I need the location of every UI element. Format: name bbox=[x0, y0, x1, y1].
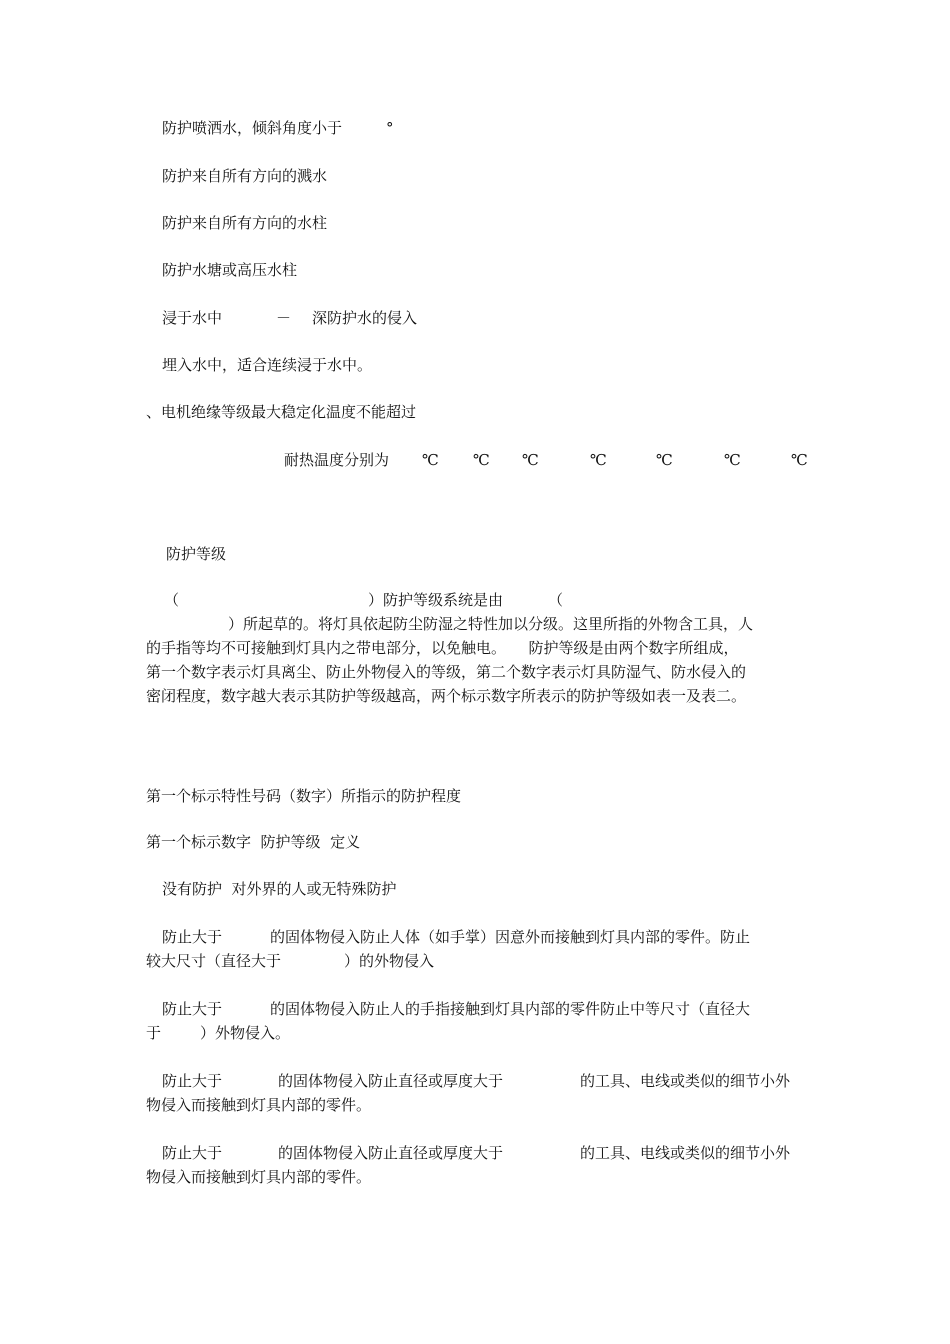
row-text: 的固体物侵入防止人体（如手掌）因意外而接触到灯具内部的零件。防止 bbox=[270, 928, 751, 946]
celsius-unit: ℃ bbox=[791, 451, 808, 469]
row-text: 于 bbox=[146, 1024, 162, 1042]
table-row-line bbox=[146, 1069, 808, 1093]
table-row-line bbox=[146, 997, 808, 1021]
row-text: 防止大于 bbox=[162, 928, 223, 946]
water-row-4: 防护水塘或高压水柱 bbox=[162, 261, 298, 279]
celsius-unit: ℃ bbox=[724, 451, 741, 469]
intro-text: ）防护等级系统是由 bbox=[368, 591, 504, 609]
dash: － bbox=[276, 309, 292, 327]
row-text: 防止大于 bbox=[162, 1144, 223, 1162]
celsius-unit: ℃ bbox=[656, 451, 673, 469]
row-text: 的固体物侵入防止直径或厚度大于 bbox=[278, 1144, 504, 1162]
row-text: 的固体物侵入防止人的手指接触到灯具内部的零件防止中等尺寸（直径大 bbox=[270, 1000, 751, 1018]
celsius-unit: ℃ bbox=[590, 451, 607, 469]
water-row-text: 防护喷洒水，倾斜角度小于 bbox=[162, 119, 343, 137]
table-header: 第一个标示数字 防护等级 定义 bbox=[146, 833, 361, 851]
section-title: 防护等级 bbox=[166, 545, 227, 563]
water-row-1 bbox=[162, 116, 394, 140]
celsius-unit: ℃ bbox=[422, 451, 439, 469]
intro-text: ）所起草的。将灯具依起防尘防湿之特性加以分级。这里所指的外物含工具，人 bbox=[228, 615, 754, 633]
intro-line-2 bbox=[146, 612, 808, 636]
paren-open: （ bbox=[164, 591, 180, 609]
row-text: ）外物侵入。 bbox=[200, 1024, 291, 1042]
water-row-6: 埋入水中，适合连续浸于水中。 bbox=[162, 356, 373, 374]
table-title: 第一个标示特性号码（数字）所指示的防护程度 bbox=[146, 787, 462, 805]
intro-line-3: 的手指等均不可接触到灯具内之带电部分，以免触电。 防护等级是由两个数字所组成， bbox=[146, 639, 739, 657]
table-row bbox=[146, 997, 808, 1045]
row-text: 的工具、电线或类似的细节小外 bbox=[580, 1144, 791, 1162]
row-text: ）的外物侵入 bbox=[344, 952, 435, 970]
intro-paragraph bbox=[146, 588, 808, 708]
paren-open: （ bbox=[548, 591, 564, 609]
table-row bbox=[146, 1069, 808, 1117]
table-row-line bbox=[146, 1021, 808, 1045]
water-row-3: 防护来自所有方向的水柱 bbox=[162, 214, 328, 232]
table-row: 没有防护 对外界的人或无特殊防护 bbox=[162, 880, 397, 898]
celsius-unit: ℃ bbox=[522, 451, 539, 469]
intro-line-5: 密闭程度，数字越大表示其防护等级越高，两个标示数字所表示的防护等级如表一及表二。 bbox=[146, 687, 747, 705]
table-row-line: 物侵入而接触到灯具内部的零件。 bbox=[146, 1096, 372, 1114]
row-text: 较大尺寸（直径大于 bbox=[146, 952, 282, 970]
water-row-text: 深防护水的侵入 bbox=[312, 309, 418, 327]
table-row bbox=[146, 925, 808, 973]
water-row-2: 防护来自所有方向的溅水 bbox=[162, 167, 328, 185]
table-row-line bbox=[146, 949, 808, 973]
table-row-line bbox=[146, 925, 808, 949]
heat-label: 耐热温度分别为 bbox=[284, 451, 390, 469]
motor-heading: 、电机绝缘等级最大稳定化温度不能超过 bbox=[146, 403, 417, 421]
row-text: 防止大于 bbox=[162, 1072, 223, 1090]
row-text: 的固体物侵入防止直径或厚度大于 bbox=[278, 1072, 504, 1090]
water-row-text: 浸于水中 bbox=[162, 309, 223, 327]
table-row bbox=[146, 1141, 808, 1189]
table-row-line: 物侵入而接触到灯具内部的零件。 bbox=[146, 1168, 372, 1186]
table-row-line bbox=[146, 1141, 808, 1165]
row-text: 的工具、电线或类似的细节小外 bbox=[580, 1072, 791, 1090]
celsius-unit: ℃ bbox=[473, 451, 490, 469]
intro-line-4: 第一个数字表示灯具离尘、防止外物侵入的等级，第二个数字表示灯具防湿气、防水侵入的 bbox=[146, 663, 747, 681]
row-text: 防止大于 bbox=[162, 1000, 223, 1018]
intro-line-1 bbox=[146, 588, 808, 612]
degree-symbol: ° bbox=[386, 119, 394, 137]
water-row-5 bbox=[162, 306, 462, 330]
